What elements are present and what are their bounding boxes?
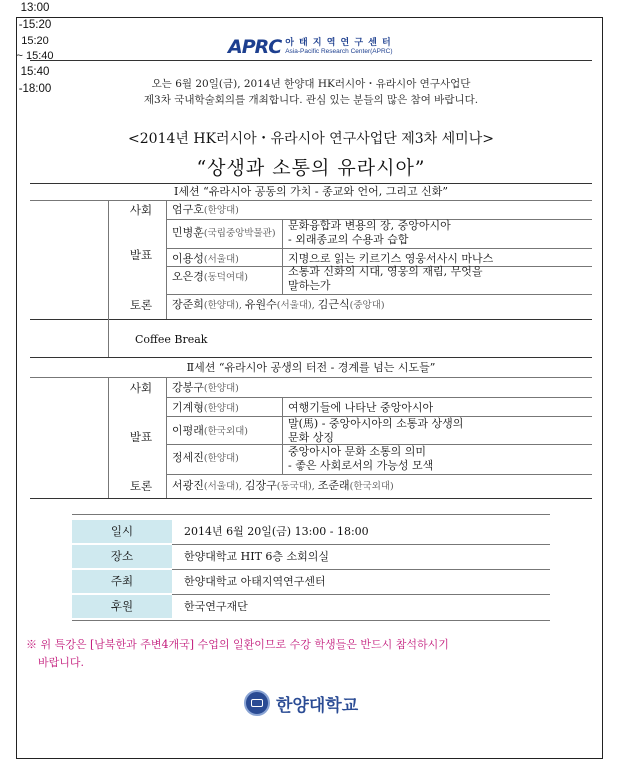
topic-line-1: 중앙아시아 문화 소통의 의미 — [288, 445, 427, 458]
presenter-row — [172, 401, 239, 416]
intro-line-1: 오는 6월 20일(금), 2014년 한양대 HK러시아・유라시아 연구사업단 — [151, 78, 471, 90]
aprc-logo — [228, 36, 393, 58]
row-divider — [30, 200, 592, 201]
column-divider — [166, 200, 167, 319]
discussant-name: 서광진 — [172, 479, 204, 492]
discussant-affiliation: (한양대), — [203, 300, 245, 311]
topic-line-1: 여행기들에 나타난 중앙아시아 — [288, 401, 434, 414]
info-date-value: 2014년 6월 20일(금) 13:00 - 18:00 — [184, 525, 369, 538]
row-divider — [166, 397, 592, 398]
info-date-label: 일시 — [72, 520, 172, 543]
presenter-row — [172, 424, 248, 439]
discussant-affiliation: (한국외대) — [349, 481, 394, 492]
presenter-name: 정세진 — [172, 451, 204, 464]
presenter-affiliation: (서울대) — [203, 254, 239, 265]
presenter-row — [172, 270, 248, 285]
presenter-name: 민병훈 — [172, 226, 204, 239]
session2-chair — [172, 381, 239, 396]
session2-chair-label: 사회 — [129, 381, 153, 395]
presenter-affiliation: (한국외대) — [203, 426, 249, 437]
presenter-row — [172, 451, 239, 466]
row-divider — [30, 377, 592, 378]
column-divider — [166, 377, 167, 498]
discussant-name: 장준희 — [172, 298, 204, 311]
chair-affiliation: (한양대) — [203, 205, 239, 216]
presenter-name: 기계형 — [172, 401, 204, 414]
column-divider — [282, 397, 283, 474]
aprc-logo-mark: APRC — [228, 36, 282, 58]
session2-presenter-label: 발표 — [129, 430, 153, 444]
presenter-name: 이평래 — [172, 424, 204, 437]
row-divider — [30, 357, 592, 358]
coffee-time-start: 15:20 — [21, 35, 49, 47]
discussant-affiliation: (중앙대) — [349, 300, 385, 311]
session2-time-end: -18:00 — [18, 83, 52, 95]
discussant-name: 김장구 — [244, 479, 277, 492]
session1-title: Ⅰ세션 “유라시아 공동의 가치 - 종교와 언어, 그리고 신화” — [174, 185, 448, 198]
presentation-topic — [288, 265, 483, 293]
topic-line-2: - 외래종교의 수용과 습합 — [288, 233, 409, 246]
row-divider — [166, 294, 592, 295]
info-place-label: 장소 — [72, 545, 172, 568]
presentation-topic — [288, 219, 451, 247]
session1-chair — [172, 203, 239, 218]
row-divider — [166, 474, 592, 475]
topic-line-2: 문화 상징 — [288, 431, 335, 444]
session2-discussants — [172, 479, 394, 494]
column-divider — [108, 377, 109, 498]
topic-line-1: 말(馬) - 중앙아시아의 소통과 상생의 — [288, 417, 464, 430]
discussant-affiliation: (서울대), — [276, 300, 318, 311]
chair-name: 엄구호 — [172, 203, 204, 216]
coffee-time-end: ~ 15:40 — [16, 50, 54, 62]
column-divider — [108, 200, 109, 319]
main-title: “상생과 소통의 유라시아” — [196, 157, 426, 179]
info-bottom-border — [72, 620, 550, 621]
topic-line-2: - 좋은 사회로서의 가능성 모색 — [288, 459, 434, 472]
topic-line-1: 지명으로 읽는 키르기스 영웅서사시 마나스 — [288, 252, 494, 265]
notice-line-2: 바랍니다. — [38, 656, 85, 669]
row-divider — [166, 248, 592, 249]
column-divider — [108, 319, 109, 357]
discussant-name: 김근식 — [317, 298, 350, 311]
coffee-break-label: Coffee Break — [135, 333, 208, 346]
session1-chair-label: 사회 — [129, 203, 153, 217]
column-divider — [282, 219, 283, 294]
chair-affiliation: (한양대) — [203, 383, 239, 394]
table-bottom-border — [30, 498, 592, 499]
topic-line-1: 문화융합과 변용의 장, 중앙아시아 — [288, 219, 451, 232]
intro-text — [30, 76, 592, 108]
session2-title: Ⅱ세션 “유라시아 공생의 터전 - 경계를 넘는 시도들” — [186, 361, 436, 374]
presenter-affiliation: (국립중앙박물관) — [203, 228, 276, 239]
info-sponsor-label: 후원 — [72, 595, 172, 618]
session1-discussants — [172, 298, 385, 313]
table-top-border — [30, 183, 592, 184]
info-top-border — [72, 514, 550, 515]
discussant-affiliation: (서울대), — [203, 481, 245, 492]
presenter-affiliation: (한양대) — [203, 403, 239, 414]
topic-line-1: 소통과 신화의 시대, 영웅의 재림, 무엇을 — [288, 265, 483, 278]
university-name: 한양대학교 — [276, 695, 359, 716]
intro-line-2: 제3차 국내학술회의를 개최합니다. 관심 있는 분들의 많은 참여 바랍니다. — [143, 94, 479, 106]
session1-time-start: 13:00 — [20, 2, 50, 14]
hanyang-logo — [244, 690, 358, 716]
presenter-row — [172, 252, 239, 267]
aprc-logo-english: Asia-Pacific Research Center(APRC) — [285, 47, 393, 55]
session2-discussion-label: 토론 — [129, 479, 153, 493]
topic-line-2: 말하는가 — [288, 279, 331, 292]
discussant-affiliation: (동국대), — [276, 481, 318, 492]
presenter-name: 오은경 — [172, 270, 204, 283]
presentation-topic — [288, 401, 433, 415]
presenter-name: 이용성 — [172, 252, 204, 265]
aprc-logo-korean: 아 태 지 역 연 구 센 터 — [285, 37, 392, 48]
presenter-affiliation: (한양대) — [203, 453, 239, 464]
presentation-topic — [288, 445, 433, 473]
info-sponsor-value: 한국연구재단 — [184, 600, 248, 613]
presenter-row — [172, 226, 276, 241]
session1-time-end: -15:20 — [18, 19, 52, 31]
session1-discussion-label: 토론 — [129, 298, 153, 312]
discussant-name: 유원수 — [244, 298, 277, 311]
presentation-topic — [288, 252, 493, 266]
seminar-title: <2014년 HK러시아・유라시아 연구사업단 제3차 세미나> — [128, 131, 494, 147]
session2-time-start: 15:40 — [20, 66, 50, 78]
header-divider — [30, 60, 592, 61]
session1-presenter-label: 발표 — [129, 248, 153, 262]
chair-name: 강봉구 — [172, 381, 204, 394]
presentation-topic — [288, 417, 463, 445]
presenter-affiliation: (동덕여대) — [203, 272, 249, 283]
notice-line-1: ※ 위 특강은 [남북한과 주변4개국] 수업의 일환이므로 수강 학생들은 반드시 참석하시기 — [26, 638, 449, 651]
university-seal-icon — [244, 690, 270, 716]
discussant-name: 조준래 — [317, 479, 350, 492]
info-host-label: 주최 — [72, 570, 172, 593]
attendance-notice — [26, 636, 586, 672]
info-host-value: 한양대학교 아태지역연구센터 — [184, 575, 326, 588]
info-place-value: 한양대학교 HIT 6층 소회의실 — [184, 550, 330, 563]
row-divider — [30, 319, 592, 320]
